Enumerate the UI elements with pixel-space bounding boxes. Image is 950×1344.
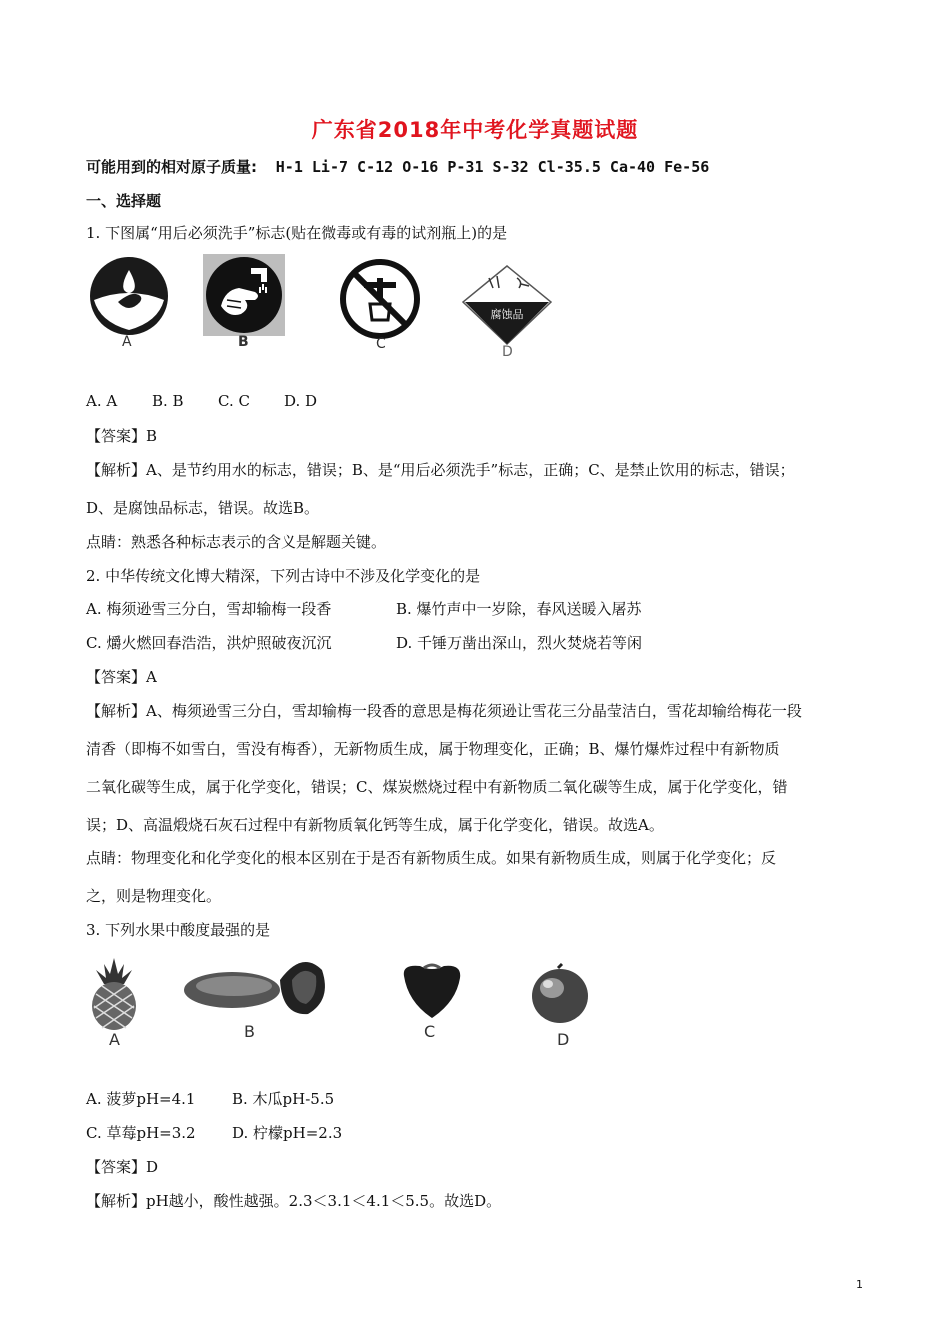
document-title: 广东省2018年中考化学真题试题 [311,118,639,142]
q3-option-a: A. 菠萝pH=4.1 [86,1090,196,1108]
section-heading: 一、选择题 [86,192,162,210]
fig1-label-b: B [238,334,249,350]
page-number: 1 [856,1278,863,1291]
q2-analysis-line: 误；D、高温煅烧石灰石过程中有新物质氧化钙等生成，属于化学变化，错误。故选A。 [86,816,664,834]
papaya-icon [182,950,332,1020]
atomic-mass-line [86,156,709,177]
q3-stem: 3. 下列水果中酸度最强的是 [86,921,271,939]
q1-option-c: C. C [218,392,250,410]
fig1-label-a: A [122,334,132,350]
q2-options-row [86,598,642,619]
no-drinking-sign-icon [338,258,422,340]
fig1-label-c: C [376,336,386,352]
q1-option-b: B. B [152,392,184,410]
q3-analysis: 【解析】pH越小，酸性越强。2.3＜3.1＜4.1＜5.5。故选D。 [86,1192,502,1210]
fig3-label-c: C [424,1022,436,1041]
q1-tip: 点睛：熟悉各种标志表示的含义是解题关键。 [86,533,387,551]
q1-options [86,392,317,410]
q2-analysis-line: 【解析】A、梅须逊雪三分白，雪却输梅一段香的意思是梅花须逊让雪花三分晶莹洁白，雪花却输给梅花一段 [86,702,802,720]
atomic-mass-label: 可能用到的相对原子质量: [86,158,257,176]
q3-option-c: C. 草莓pH=3.2 [86,1124,196,1142]
q3-answer: 【答案】D [86,1158,159,1176]
q3-options-row [86,1122,342,1143]
q3-option-b: B. 木瓜pH-5.5 [232,1090,335,1108]
q1-analysis-line: D、是腐蚀品标志，错误。故选B。 [86,499,320,517]
fig3-label-a: A [109,1030,120,1049]
fig1-label-d: D [502,344,513,360]
q2-answer: 【答案】A [86,668,157,686]
q1-analysis-line: 【解析】A、是节约用水的标志，错误；B、是“用后必须洗手”标志，正确；C、是禁止饮用的标志，错误； [86,461,795,479]
q3-option-d: D. 柠檬pH=2.3 [232,1124,343,1142]
q3-options-row [86,1088,334,1109]
q2-analysis-line: 清香（即梅不如雪白，雪没有梅香），无新物质生成，属于物理变化，正确；B、爆竹爆炸过程中有新物质 [86,740,780,758]
q2-stem: 2. 中华传统文化博大精深，下列古诗中不涉及化学变化的是 [86,567,481,585]
water-saving-sign-icon [88,256,170,336]
strawberry-icon [400,962,464,1020]
fig3-label-d: D [557,1030,570,1049]
q1-stem: 1. 下图属“用后必须洗手”标志(贴在微毒或有毒的试剂瓶上)的是 [86,224,508,242]
q2-analysis-line: 二氧化碳等生成，属于化学变化，错误；C、煤炭燃烧过程中有新物质二氧化碳等生成，属于化学变化，错 [86,778,788,796]
q2-option-d: D. 千锤万凿出深山，烈火焚烧若等闲 [396,634,643,652]
atomic-mass-values: H-1 Li-7 C-12 O-16 P-31 S-32 Cl-35.5 Ca-40 Fe-56 [275,158,710,176]
corrosive-sign-icon [461,264,553,346]
q2-option-a: A. 梅须逊雪三分白，雪却输梅一段香 [86,600,332,618]
q1-option-a: A. A [86,392,118,410]
q1-option-d: D. D [284,392,318,410]
fig3-label-b: B [244,1022,255,1041]
q2-tip-line: 点睛：物理变化和化学变化的根本区别在于是否有新物质生成。如果有新物质生成，则属于化学变化；反 [86,849,777,867]
q2-tip-line: 之，则是物理变化。 [86,887,222,905]
q2-option-c: C. 爝火燃回春浩浩，洪炉照破夜沉沉 [86,634,332,652]
q1-answer: 【答案】B [86,427,158,445]
lemon-icon [528,962,592,1026]
wash-hands-sign-icon [203,254,285,336]
q2-options-row [86,632,642,653]
q2-option-b: B. 爆竹声中一岁除，春风送暖入屠苏 [396,600,642,618]
corrosive-sign-text: 腐蚀品 [490,308,524,321]
pineapple-icon [86,956,142,1032]
